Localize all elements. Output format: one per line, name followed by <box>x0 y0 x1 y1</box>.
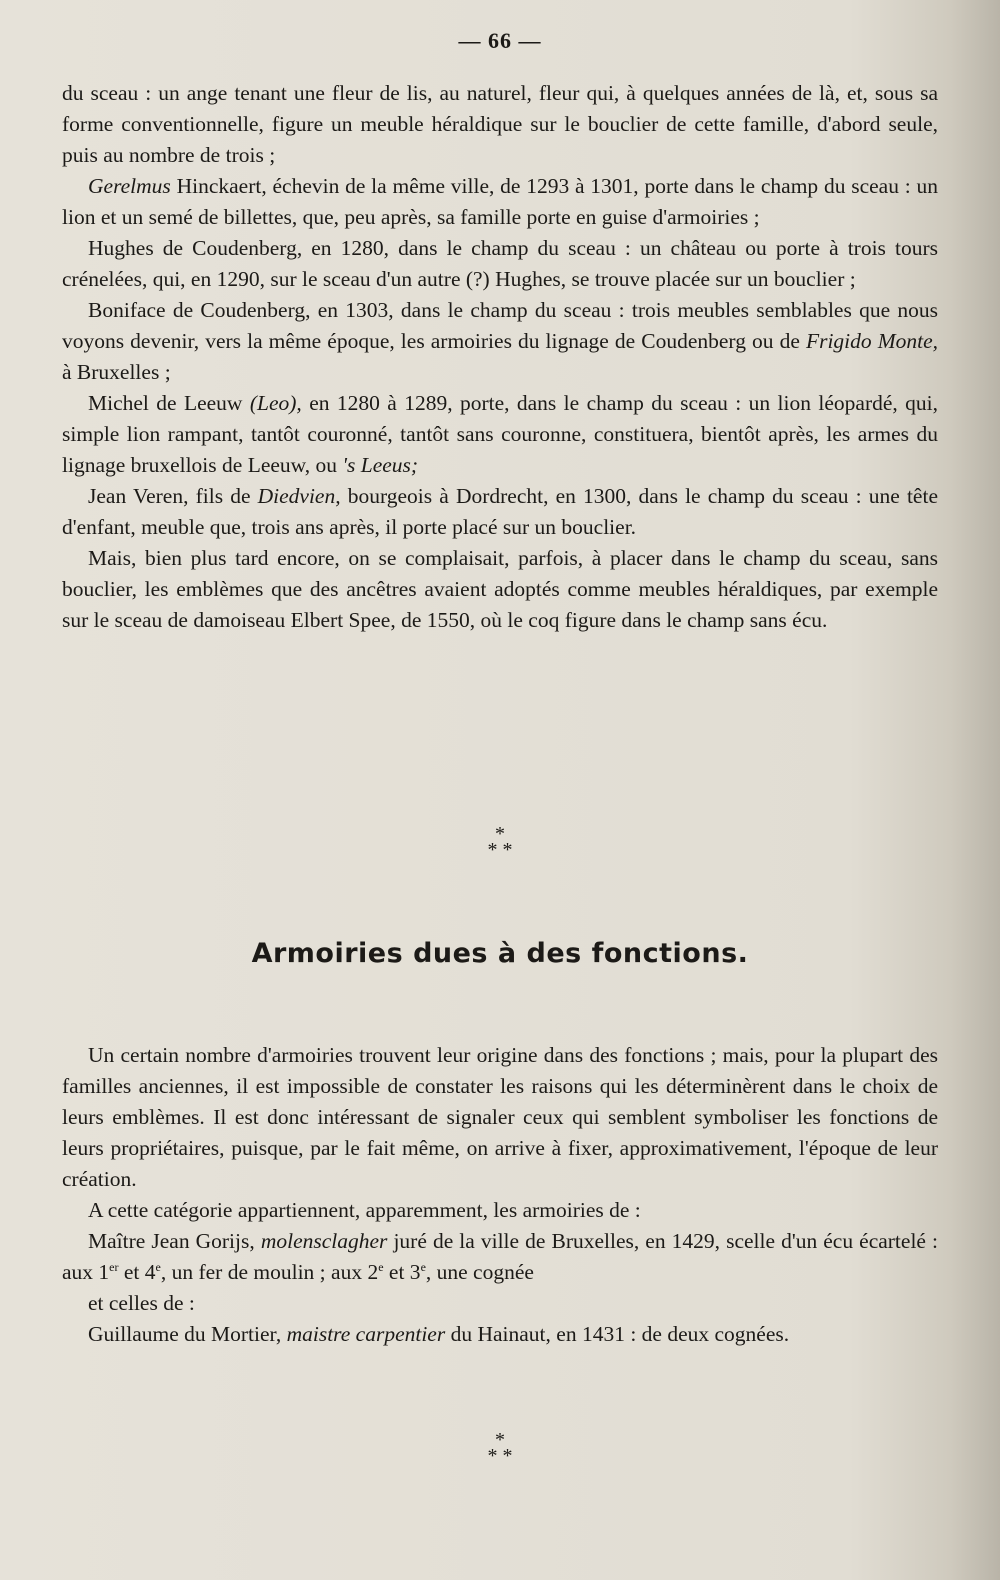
paragraph <box>62 1319 938 1350</box>
paragraph-text: et 3 <box>383 1260 421 1284</box>
paragraph <box>62 1226 938 1288</box>
paragraph-text: Hinckaert, échevin de la même ville, de 1293 à 1301, porte dans le champ du sceau : un lion et un semé de billettes, que, peu après, sa famille porte en guise d'armoiries ; <box>62 174 938 229</box>
paragraph-text: Maître Jean Gorijs, <box>88 1229 261 1253</box>
paragraph-text: juré de la ville de Bruxelles, en 1429, scelle d'un écu écartelé : aux 1 <box>62 1229 938 1284</box>
paragraph-text: bourgeois à Dordrecht, en 1300, dans le champ du sceau : une tête d'enfant, meuble que, trois ans après, il porte placé sur un bouclier. <box>62 484 938 539</box>
paragraph <box>62 388 938 481</box>
paragraph-text: Boniface de Coudenberg, en 1303, dans le champ du sceau : trois meubles semblables que nous voyons devenir, vers la même époque, les armoiries du lignage de Coudenberg ou de <box>62 298 938 353</box>
paragraph-text: Guillaume du Mortier, <box>88 1322 287 1346</box>
paragraph-text: Michel de Leeuw <box>88 391 250 415</box>
paragraph <box>62 481 938 543</box>
section-body-1 <box>62 78 938 636</box>
page-number: — 66 — <box>458 28 542 53</box>
italic-term: (Leo), <box>249 391 302 415</box>
asterism-top: * <box>495 823 505 845</box>
section-heading: Armoiries dues à des fonctions. <box>251 938 749 969</box>
superscript: e <box>155 1259 161 1274</box>
paragraph: du sceau : un ange tenant une fleur de lis, au naturel, fleur qui, à quelques années de là, et, sous sa forme conventionnelle, figure un meuble héraldique sur le bouclier de cette famille, d'abord seule, puis au nombre de trois ; <box>62 81 938 167</box>
paragraph-text: en 1280 à 1289, porte, dans le champ du sceau : un lion léopardé, qui, simple lion rampant, tantôt couronné, tantôt sans couronne, constituera, bientôt après, les armes du lignage bruxellois de Leeuw, ou <box>62 391 939 477</box>
superscript: er <box>109 1259 119 1274</box>
italic-term: Diedvien, <box>257 484 341 508</box>
paragraph: Un certain nombre d'armoiries trouvent leur origine dans des fonctions ; mais, pour la plupart des familles anciennes, il est impossible de constater les raisons qui les déterminèrent dans le choix de leurs emblèmes. Il est donc intéressant de signaler ceux qui semblent symboliser les fonctions de leurs propriétaires, puisque, par le fait même, on arrive à fixer, approximativement, l'époque de leur création. <box>62 1043 938 1191</box>
paragraph: A cette catégorie appartiennent, apparemment, les armoiries de : <box>88 1198 641 1222</box>
paragraph <box>62 171 938 233</box>
italic-term: Frigido Monte, <box>805 329 938 353</box>
asterism-bottom: * * <box>487 1445 513 1467</box>
asterism-separator <box>0 823 1000 861</box>
paragraph-text: , une cognée <box>425 1260 534 1284</box>
paragraph-text: , un fer de moulin ; aux 2 <box>160 1260 379 1284</box>
italic-term: molensclagher <box>260 1229 388 1253</box>
superscript: e <box>420 1259 426 1274</box>
asterism-top: * <box>495 1429 505 1451</box>
paragraph-text: Jean Veren, fils de <box>88 484 258 508</box>
italic-term: 's Leeus; <box>342 453 419 477</box>
paragraph <box>62 295 938 388</box>
italic-name: Gerelmus <box>88 174 171 198</box>
asterism-bottom: * * <box>487 839 513 861</box>
paragraph: Hughes de Coudenberg, en 1280, dans le champ du sceau : un château ou porte à trois tours crénelées, qui, en 1290, sur le sceau d'un autre (?) Hughes, se trouve placée sur un bouclier ; <box>62 236 938 291</box>
paragraph-text: et 4 <box>118 1260 156 1284</box>
section-body-2 <box>62 1040 938 1350</box>
italic-term: maistre carpentier <box>286 1322 446 1346</box>
superscript: e <box>378 1259 384 1274</box>
paragraph-text: du Hainaut, en 1431 : de deux cognées. <box>445 1322 790 1346</box>
paragraph: Mais, bien plus tard encore, on se complaisait, parfois, à placer dans le champ du sceau, sans bouclier, les emblèmes que des ancêtres avaient adoptés comme meubles héraldiques, par exemple sur le sceau de damoiseau Elbert Spee, de 1550, où le coq figure dans le champ sans écu. <box>62 546 938 632</box>
paragraph: et celles de : <box>88 1291 195 1315</box>
paragraph-text: à Bruxelles ; <box>62 360 171 384</box>
asterism-separator-bottom <box>0 1429 1000 1467</box>
